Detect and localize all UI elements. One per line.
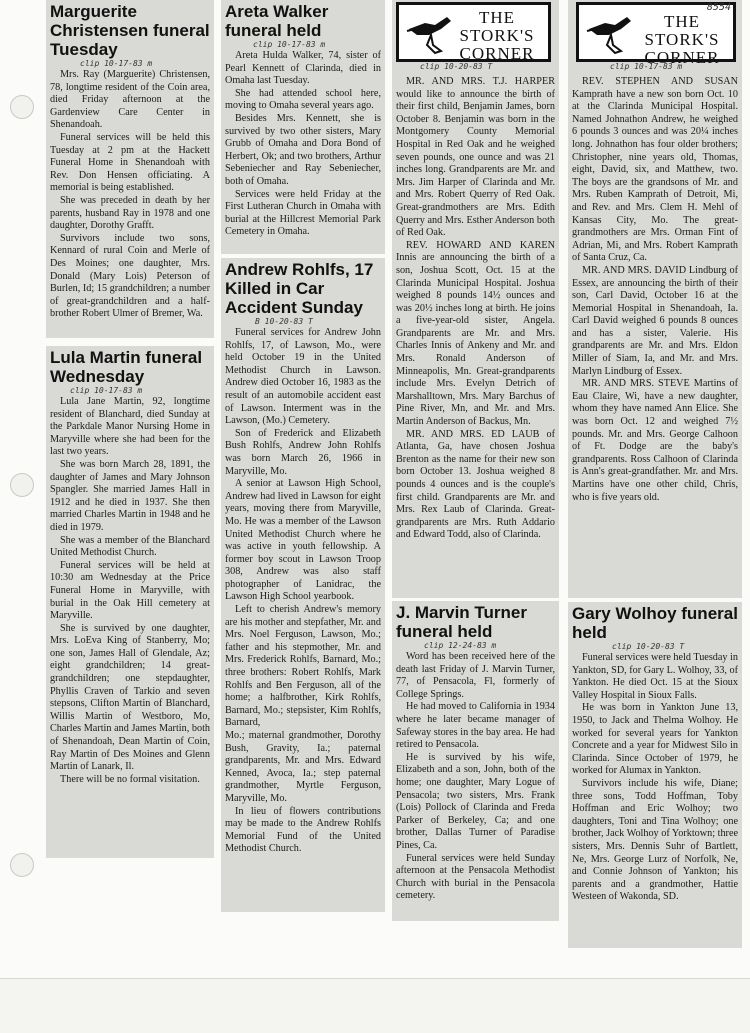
paragraph: She is survived by one daughter, Mrs. LoEva King of Stanberry, Mo; one son, James Hall of Glendale, Az; eight grandchildren; 14 great-grandchildren; one stepdaughter, Phyllis Craven of Tarkio and seven stepsons, Clifton Martin of Blanchard, Willis Martin of Westboro, Mo, Charles Martin and James Martin, both of Shenandoah, Dean Martin of Coin, Ray Martin of Des Moines and Glenn Martin of Lanark, Il. [50,622,210,773]
paragraph: Word has been received here of the death last Friday of J. Marvin Turner, 77, of Pensacola, Fl, formerly of College Springs. [396,651,555,700]
handwritten-date: clip 10-17-83 m [80,59,153,68]
paragraph: REV. HOWARD AND KAREN Innis are announcing the birth of a son, Joshua Scott, Oct. 15 at the Clarinda Municipal Hospital. Joshua weighed 8 pounds 14½ ounces and was 20½ inches long at birth. He joins a five-year-old sister, Angela. Grandparents are Mr. and Mrs. Charles Innis of Ankeny and Mr. and Mrs. Ronald Anderson of Minneapolis, Mn. Great-grandparents include Mrs. Evelyn Detrich of Marshalltown, Mrs. Mary Barchus of Pine River, Mn, and Mr. and Mrs. Martin Anderson of Backus, Mn. [396,239,555,428]
article-body [396,651,555,903]
storks-corner-logo [396,2,551,62]
handwritten-date: clip 10-17-83 m [253,40,326,49]
article-body [572,652,738,904]
headline: Areta Walker funeral held [225,2,329,40]
stork-icon [405,11,455,57]
paragraph: Lula Jane Martin, 92, longtime resident of Blanchard, died Sunday at the Parkdale Manor Nursing Home in Maryville where she had been for the last two years. [50,396,210,458]
paragraph: He had moved to California in 1934 where he later became manager of Safeway stores in the bay area. He had retired to Pensacola. [396,701,555,751]
paragraph: Mo.; maternal grandmother, Dorothy Bush, Gravity, Ia.; paternal grandparents, Mr. and Mrs. Edward Kenned, Avoca, Ia.; step paternal grandmother, Myrtle Ferguson, Maryville, Mo. [225,730,381,804]
handwritten-date: clip 10-17-83 m [610,62,683,71]
clipping-christensen [46,0,214,338]
paragraph: He is survived by his wife, Elizabeth and a son, John, both of the home; one daughter, Mary Logue of Pensacola; two sisters, Mrs. Frank (Lois) Pollock of Clarinda and Freda Parker of Berkeley, Ca; and one brother, Dallas Turner of Paradise Pines, Ca. [396,751,555,851]
headline: J. Marvin Turner funeral held [396,603,527,641]
article-body [396,76,555,542]
paragraph: Funeral services were held Tuesday in Yankton, SD, for Gary L. Wolhoy, 33, of Yankton. He died Oct. 15 at the Sioux Valley Hospital in Sioux Falls. [572,652,738,701]
article-body [50,396,210,786]
paragraph: MR. AND MRS. DAVID Lindburg of Essex, are announcing the birth of their son, Carl David, October 16 at the Memorial Hospital in Shenandoah, Ia. Carl David weighed 6 pounds 8 ounces and has a sister, Valerie. His grandparents are Mr. and Mrs. Eldon Miller of Siam, Ia, and Mr. and Mrs. Marlyn Lindburg of Essex. [572,264,738,377]
article-body [50,69,210,321]
paragraph: She was preceded in death by her parents, husband Ray in 1978 and one daughter, Dorothy Grafft. [50,194,210,232]
clipping-storks-corner-1 [392,0,559,598]
paragraph: Funeral services will be held this Tuesday at 2 pm at the Hackett Funeral Home in Shenandoah with Rev. Don Hensen officiating. A memorial is being established. [50,131,210,194]
headline: Lula Martin funeral Wednesday [50,348,203,386]
paragraph: She was born March 28, 1891, the daughter of James and Mary Johnson Spangler. She married James Hall in 1912 and he died in 1937. She then married Charles Martin in 1948 and he died in 1979. [50,458,210,533]
clipping-storks-corner-2 [568,0,742,598]
paragraph: There will be no formal visitation. [60,773,200,785]
paragraph: Survivors include his wife, Diane; three sons, Todd Hoffman, Toby Hoffman and Eric Wolhoy; two daughters, Toni and Tina Wolhoy; one brother, Jack Wolhoy of Yorktown; three sisters, Mrs. Dennis Suhr of Bartlett, Ne, Mrs. George Lurz of Norfolk, Ne, and Connie Johnson of Yankton; his parents and a grandmother, Hattie Westeen of Wakonda, SD. [572,777,738,903]
paragraph: MR. AND MRS. STEVE Martins of Eau Claire, Wi, have a new daughter, whom they have named Ann Elice. She was born Oct. 12 and weighed 7½ pounds. Mr. and Mrs. George Calhoon of Ft. Dodge are the baby's grandparents. Ross Calhoon of Clarinda is Ann's great-grandfather. Mr. and Mrs. Martins have one other child, Chris, who is five years old. [572,378,738,503]
article-body [572,76,738,504]
paragraph: She had attended school here, moving to Omaha several years ago. [225,87,381,112]
binder-hole [10,853,34,877]
paragraph: Mrs. Ray (Marguerite) Christensen, 78, longtime resident of the Coin area, died Friday afternoon at the Gardenview Care Center in Shenandoah. [50,69,210,131]
logo-title: THE STORK'S CORNER [644,12,720,67]
paragraph: MR. AND MRS. ED LAUB of Atlanta, Ga, have chosen Joshua Brenton as the name for their new son born October 13. Joshua weighed 8 pounds 4 ounces and is the couple's first child. Grandparents are Mr. and Mrs. Rex Laub of Clarinda. Great-grandparents are Mrs. Ruth Addario and Edward Todd, also of Clarinda. [396,428,555,541]
stork-icon [585,11,635,57]
paragraph: A senior at Lawson High School, Andrew had lived in Lawson for eight years, moving there from Maryville, Mo. He was a member of the Lawson United Methodist Church where he was active in youth fellowship. A former boy scout in Lawson Troop 308, Andrew was also staff photographer of Lanidrac, the Lawson High School yearbook. [225,478,381,603]
handwritten-date: clip 10-20-83 T [612,642,685,651]
paragraph: REV. STEPHEN AND SUSAN Kamprath have a new son born Oct. 10 at the Clarinda Municipal Hospital. Named Johnathon Andrew, he weighed 6 pounds 3 ounces and was 20¼ inches long. Johnathon has four older brothers; Christopher, nine years old, Thomas, eight, David, six, and Matthew, two. The boys are the grandsons of Mr. and Mrs. Ruben Kamprath of Detroit, Mi, and Rev. and Mrs. Clem H. Mehl of Kansas City, Mo. The great-grandmothers are Mrs. Orman Fint of Adrian, Mi, and Mrs. Robert Kamprath of Santa Cruz, Ca. [572,76,738,264]
clipping-martin [46,346,214,858]
paragraph: Survivors include two sons, Kennard of rural Coin and Merle of Des Moines; one daughter, Mrs. Donald (Mary Lois) Peterson of Burlen, Id; 15 grandchildren; a number of great-grandchildren and a half-brother Robert Ulmer of Bremer, Wa. [50,232,210,320]
paragraph: Funeral services for Andrew John Rohlfs, 17, of Lawson, Mo., were held October 19 in the United Methodist Church in Lawson. Andrew died October 16, 1983 as the result of an automobile accident east of Lawson. Interment was in the Lawson, (Mo.) Cemetery. [225,327,381,427]
handwritten-date: clip 12-24-83 m [424,641,497,650]
clipping-turner [392,601,559,921]
clipping-rohlfs [221,258,385,912]
article-body [225,50,381,239]
binder-hole [10,95,34,119]
paragraph: MR. AND MRS. T.J. HARPER would like to announce the birth of their first child, Benjamin James, born October 8. Benjamin was born in the Montgomery County Memorial Hospital in Red Oak and he weighed seven pounds, one ounce and was 21 inches long. Grandparents are Mr. and Mrs. Jim Harper of Clarinda and Mr. and Mrs. Robert Querry of Red Oak. Great-grandmothers are Mrs. Edith Querry and Mrs. Esther Anderson both of Red Oak. [396,76,555,239]
paragraph: She was a member of the Blanchard United Methodist Church. [50,534,210,559]
paragraph: Funeral services were held Sunday afternoon at the Pensacola Methodist Church with burial in the Pensacola cemetery. [396,852,555,902]
paragraph: Funeral services will be held at 10:30 am Wednesday at the Price Funeral Home in Maryville, with burial in the Oak Hill cemetery at Maryville. [50,559,210,622]
paragraph: Left to cherish Andrew's memory are his mother and stepfather, Mr. and Mrs. Noel Ferguson, Lawson, Mo.; father and his stepmother, Mr. and Mrs. Frederick Rohlfs, Barnard, Mo.; three brothers: Robert Rohlfs, Mark Rohlfs and Ben Ferguson, all of the home; a halfbrother, Kirk Rohlfs, Barnard, Mo.; stepsister, Kim Rohlfs, Barnard, [225,604,381,729]
handwritten-date: B 10-20-83 T [255,317,313,326]
handwritten-date: clip 10-20-83 T [420,62,493,71]
article-body [225,327,381,856]
headline: Andrew Rohlfs, 17 Killed in Car Accident Sunday [225,260,374,317]
handwritten-date: clip 10-17-83 m [70,386,143,395]
logo-title: THE STORK'S CORNER [459,8,535,63]
paragraph: In lieu of flowers contributions may be made to the Andrew Rohlfs Memorial Fund of the United Methodist Church. [225,805,381,855]
headline: Gary Wolhoy funeral held [572,604,738,642]
clipping-walker [221,0,385,254]
paragraph: Services were held Friday at the First Lutheran Church in Omaha with burial at the Hillcrest Memorial Park Cemetery in Omaha. [225,188,381,238]
paragraph: He was born in Yankton June 13, 1950, to Jack and Thelma Wolhoy. He worked for several years for Yankton Concrete and a year for Midwest Silo in Clarinda. Since October of 1979, he worked for Alumax in Yankton. [572,702,738,777]
paragraph: Besides Mrs. Kennett, she is survived by two other sisters, Mary Grubb of Omaha and Dora Bond of Herbert, Ok; and two brothers, Arthur Sebeniecher and Ray Sebeniecher, both of Omaha. [225,112,381,187]
clipping-wolhoy [568,602,742,948]
headline: Marguerite Christensen funeral Tuesday [50,2,210,59]
paragraph: Areta Hulda Walker, 74, sister of Pearl Kennett of Clarinda, died in Omaha last Tuesday. [225,50,381,87]
handwritten-number: 8554 [706,2,731,13]
paragraph: Son of Frederick and Elizabeth Bush Rohlfs, Andrew John Rohlfs was born March 26, 1966 in Maryville, Mo. [225,427,381,477]
binder-hole [10,473,34,497]
